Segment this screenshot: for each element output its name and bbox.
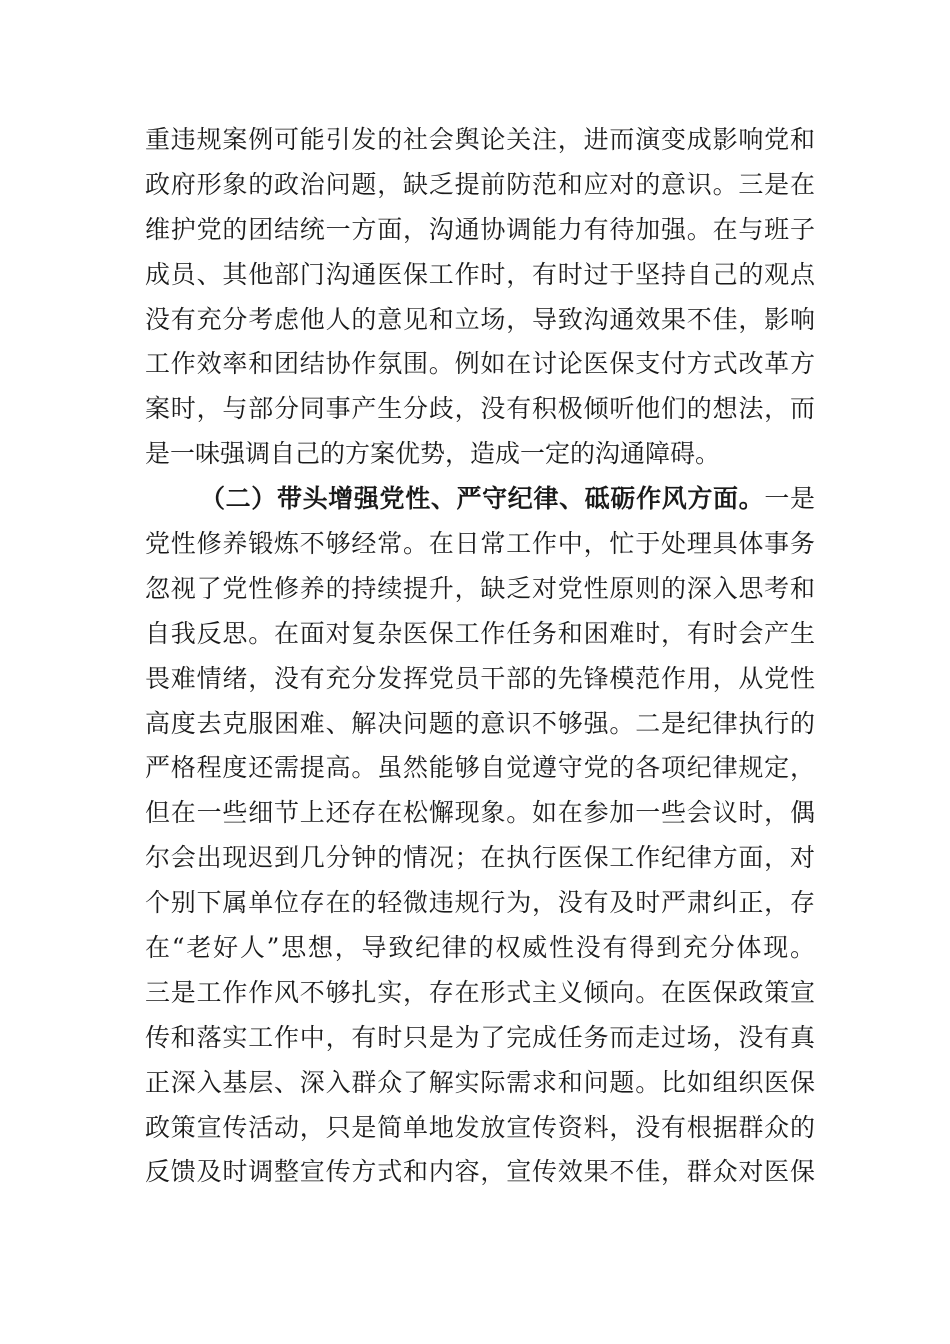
text-line: 畏难情绪，没有充分发挥党员干部的先锋模范作用，从党性: [145, 663, 815, 693]
body-text: [145, 118, 815, 1195]
section-heading-line: [145, 477, 815, 522]
text-line: 忽视了党性修养的持续提升，缺乏对党性原则的深入思考和: [145, 573, 815, 603]
text-line: 案时，与部分同事产生分歧，没有积极倾听他们的想法，而: [145, 394, 815, 424]
section-heading: （二）带头增强党性、严守纪律、砥砺作风方面。: [200, 484, 765, 514]
text-line: 政府形象的政治问题，缺乏提前防范和应对的意识。三是在: [145, 169, 815, 199]
text-line: 但在一些细节上还存在松懈现象。如在参加一些会议时，偶: [145, 798, 815, 828]
text-line: 维护党的团结统一方面，沟通协调能力有待加强。在与班子: [145, 214, 815, 244]
text-line: 传和落实工作中，有时只是为了完成任务而走过场，没有真: [145, 1022, 815, 1052]
text-line: 正深入基层、深入群众了解实际需求和问题。比如组织医保: [145, 1067, 815, 1097]
text-line: 在“老好人”思想，导致纪律的权威性没有得到充分体现。: [145, 933, 815, 963]
text-line: 尔会出现迟到几分钟的情况；在执行医保工作纪律方面，对: [145, 843, 815, 873]
text-line: 高度去克服困难、解决问题的意识不够强。二是纪律执行的: [145, 708, 815, 738]
text-line: 重违规案例可能引发的社会舆论关注，进而演变成影响党和: [145, 125, 815, 154]
text-line: 个别下属单位存在的轻微违规行为，没有及时严肃纠正，存: [145, 888, 815, 918]
text-line: 反馈及时调整宣传方式和内容，宣传效果不佳，群众对医保: [145, 1157, 815, 1187]
text-line: 政策宣传活动，只是简单地发放宣传资料，没有根据群众的: [145, 1112, 815, 1142]
text-line-tail: 一是: [764, 484, 815, 514]
text-line: 没有充分考虑他人的意见和立场，导致沟通效果不佳，影响: [145, 304, 815, 334]
text-line: 党性修养锻炼不够经常。在日常工作中，忙于处理具体事务: [145, 529, 815, 559]
text-line: 是一味强调自己的方案优势，造成一定的沟通障碍。: [145, 439, 721, 469]
text-line: 成员、其他部门沟通医保工作时，有时过于坚持自己的观点: [145, 259, 815, 289]
text-line: 自我反思。在面对复杂医保工作任务和困难时，有时会产生: [145, 618, 815, 648]
text-line: 严格程度还需提高。虽然能够自觉遵守党的各项纪律规定，: [145, 753, 815, 783]
text-line: 三是工作作风不够扎实，存在形式主义倾向。在医保政策宣: [145, 977, 815, 1007]
text-line: 工作效率和团结协作氛围。例如在讨论医保支付方式改革方: [145, 349, 815, 379]
